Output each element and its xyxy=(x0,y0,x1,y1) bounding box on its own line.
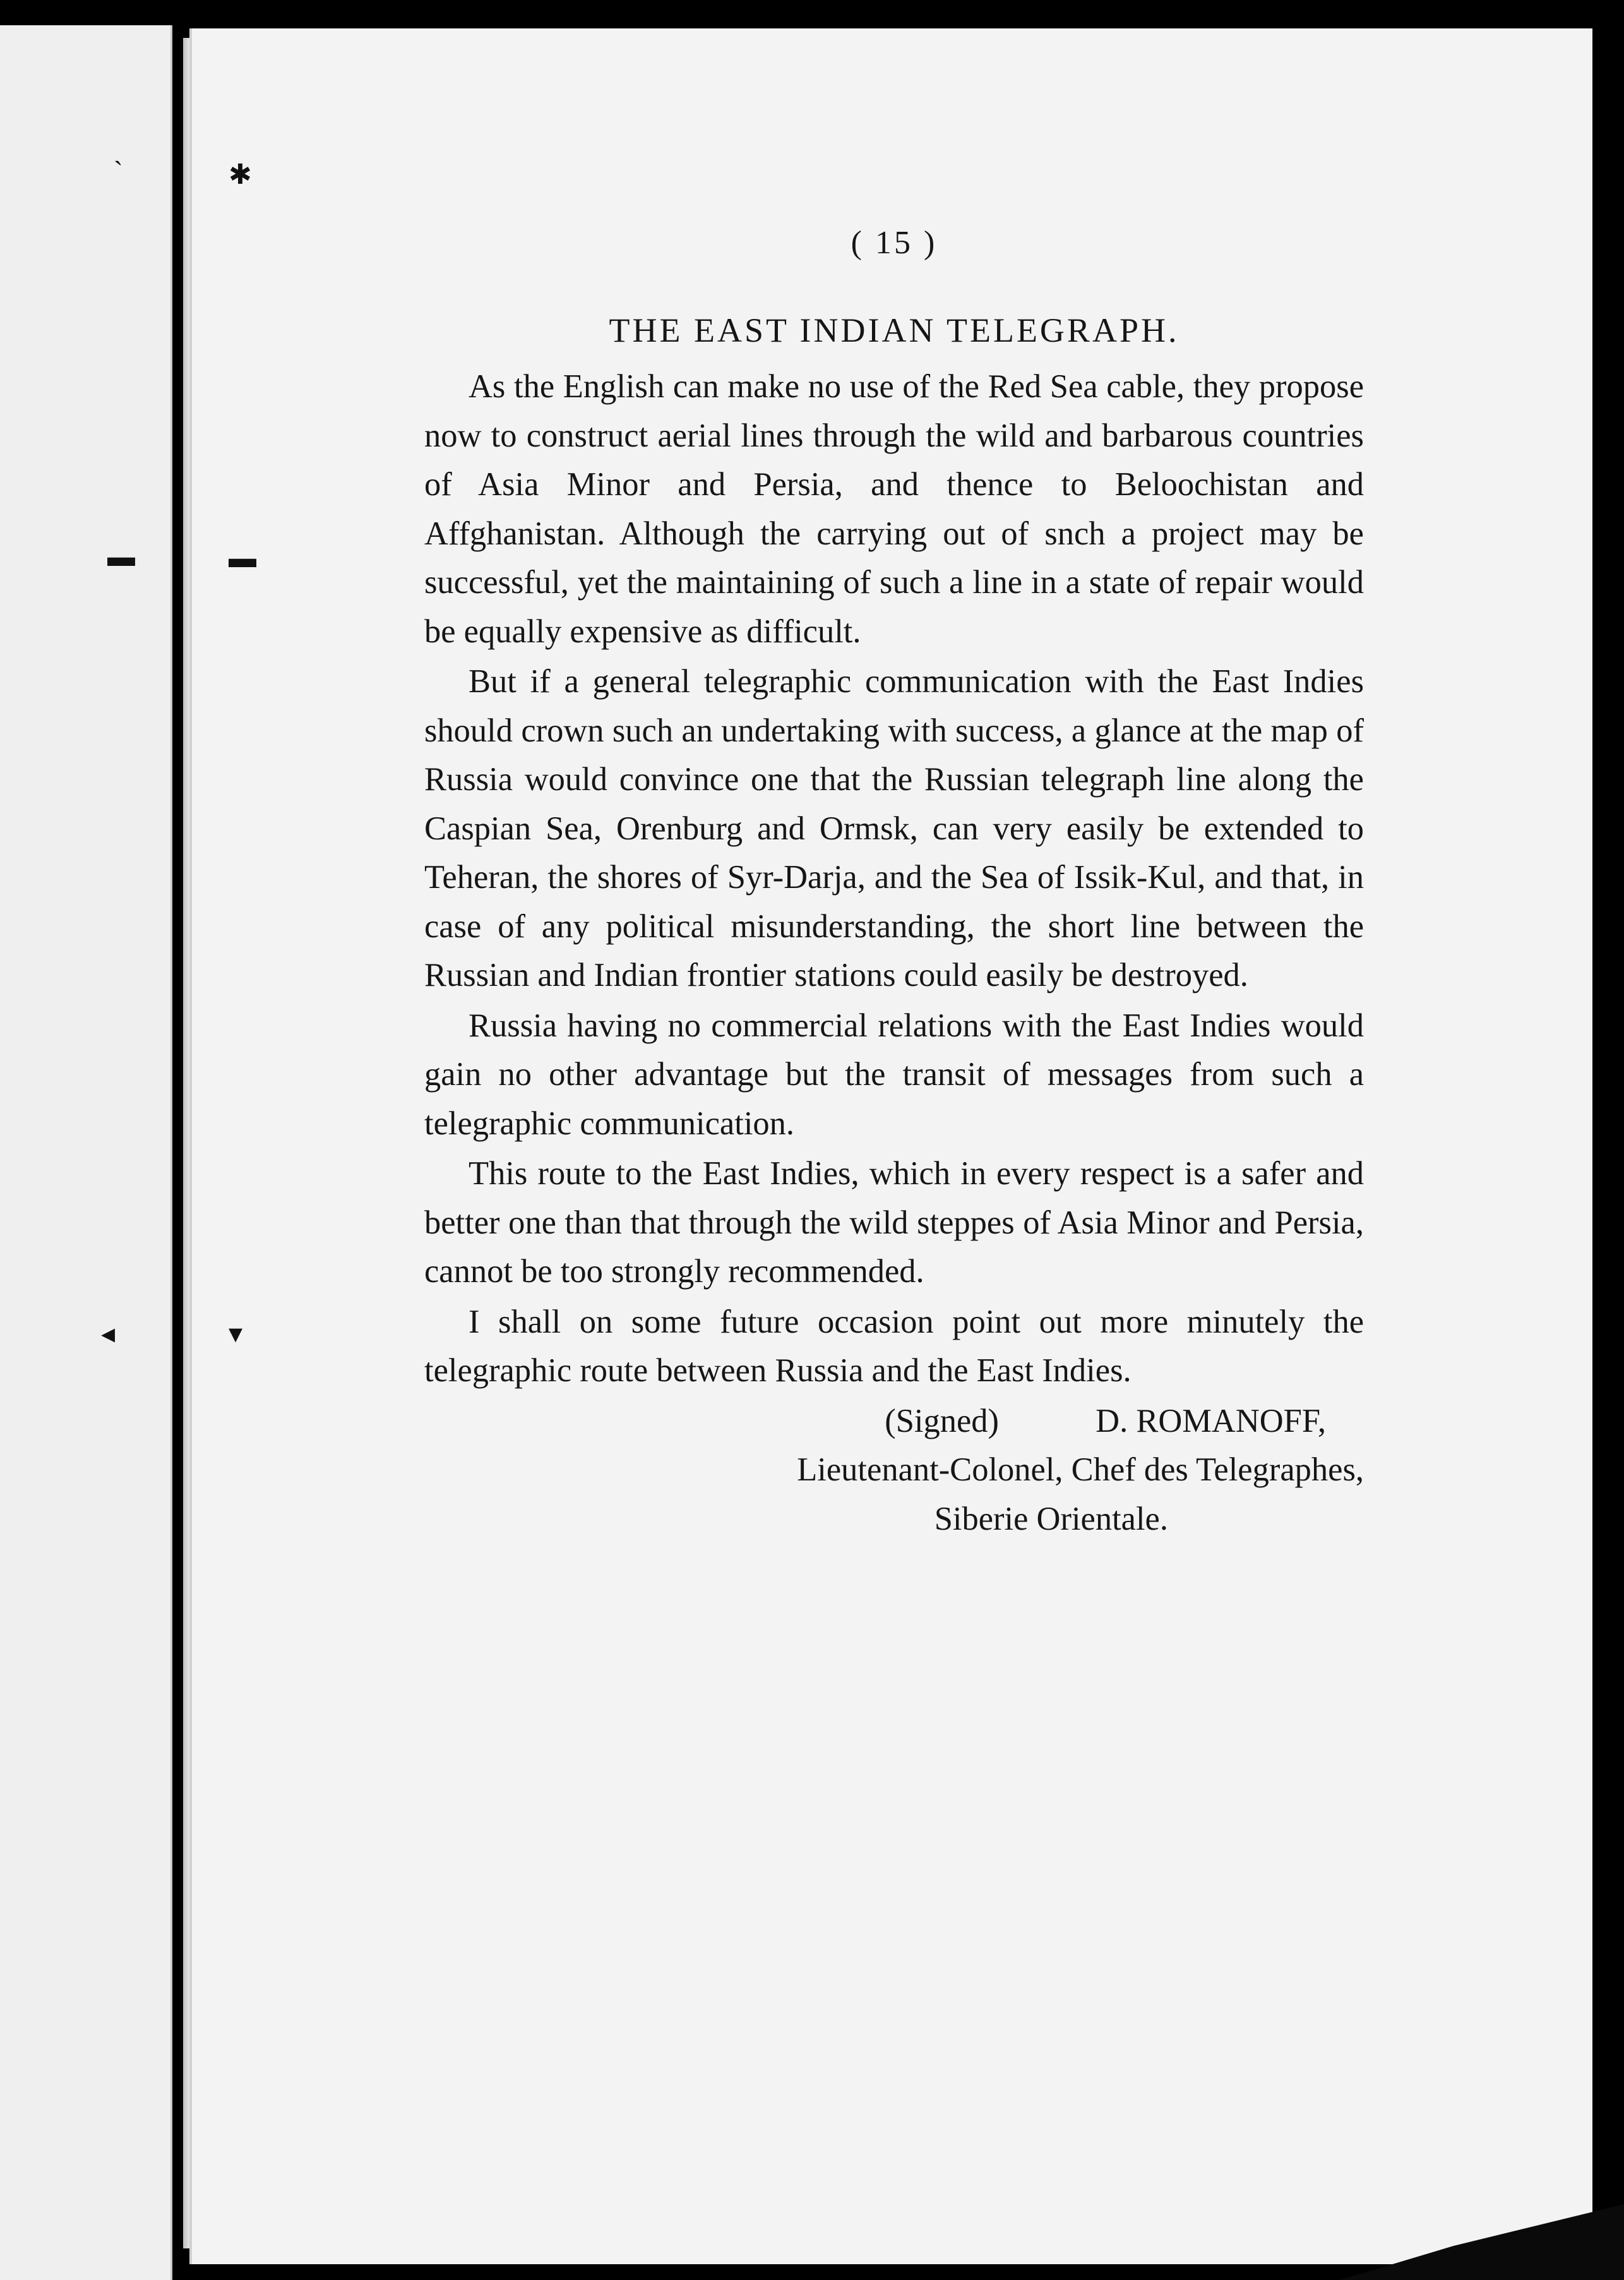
article-title: THE EAST INDIAN TELEGRAPH. xyxy=(609,311,1179,349)
margin-star-mark: ✱ xyxy=(229,159,252,190)
signature-line xyxy=(424,1397,1364,1446)
paragraph-3: Russia having no commercial relations with the East Indies would gain no other advantage but the transit of messages from such a telegraphic communication. xyxy=(424,1007,1364,1142)
signature-block xyxy=(424,1397,1364,1544)
previous-page-edge xyxy=(0,25,172,2280)
signed-label: (Signed) xyxy=(885,1402,1000,1439)
signatory-location: Siberie Orientale. xyxy=(934,1500,1168,1537)
margin-arrow-mark: ▾ xyxy=(229,1318,243,1349)
signatory-name: D. ROMANOFF, xyxy=(1096,1402,1326,1439)
paragraph-2: But if a general telegraphic communication with the East Indies should crown such an undertaking with success, a glance at the map of Russia would convince one that the Russian telegraph line along the Caspian Sea, Orenburg and Ormsk, can very easily be extended to Teheran, the shores of Syr-Darja, and the Sea of Issik-Kul, and that, in case of any political misunderstanding, the short line between the Russian and Indian frontier stations could easily be destroyed. xyxy=(424,663,1364,993)
margin-dash-mark: ▬ xyxy=(229,543,256,573)
page-number: ( 15 ) xyxy=(851,225,938,261)
margin-tick-mark: ˋ xyxy=(114,156,123,187)
paragraph-5: I shall on some future occasion point out more minutely the telegraphic route between Russia and the East Indies. xyxy=(424,1303,1364,1389)
margin-arrow-mark: ◂ xyxy=(101,1318,116,1349)
signatory-rank: Lieutenant-Colonel, Chef des Telegraphes, xyxy=(797,1451,1364,1488)
margin-dash-mark: ▬ xyxy=(107,541,135,572)
document-content xyxy=(424,224,1364,1544)
paragraph-1: As the English can make no use of the Red Sea cable, they propose now to construct aerial lines through the wild and barbarous countries of Asia Minor and Persia, and thence to Beloochistan and Affghanistan. Although the carrying out of snch a project may be successful, yet the maintaining of such a line in a state of repair would be equally expensive as difficult. xyxy=(424,368,1364,650)
paragraph-4: This route to the East Indies, which in every respect is a safer and better one than that through the wild steppes of Asia Minor and Persia, cannot be too strongly recommended. xyxy=(424,1155,1364,1290)
